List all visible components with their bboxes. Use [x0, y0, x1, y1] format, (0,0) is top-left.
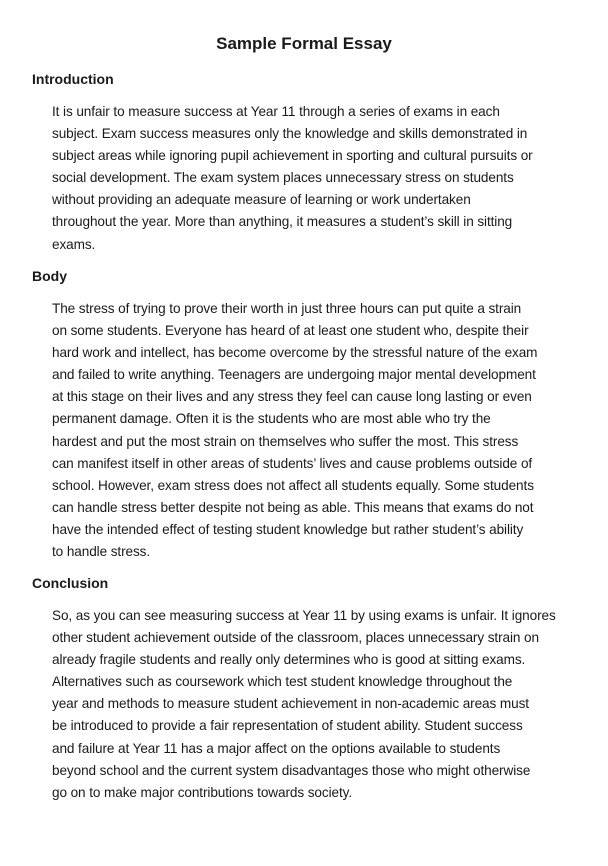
- section-heading-introduction: Introduction: [32, 71, 114, 87]
- paragraph-line: can handle stress better despite not being as able. This means that exams do not: [52, 499, 534, 515]
- paragraph-line: year and methods to measure student achievement in non-academic areas must: [52, 696, 529, 712]
- section-heading-body: Body: [32, 268, 67, 284]
- section-heading-conclusion: Conclusion: [32, 575, 109, 591]
- paragraph-line: be introduced to provide a fair representation of student ability. Student success: [52, 718, 523, 734]
- paragraph-line: go on to make major contributions towards society.: [52, 784, 352, 800]
- paragraph-line: Alternatives such as coursework which test student knowledge throughout the: [52, 674, 513, 690]
- paragraph-line: permanent damage. Often it is the students who are most able who try the: [52, 411, 491, 427]
- introduction-paragraph: [52, 101, 582, 256]
- paragraph-line: throughout the year. More than anything, it measures a student’s skill in sitting: [52, 214, 513, 230]
- paragraph-line: and failure at Year 11 has a major affect on the options available to students: [52, 740, 501, 756]
- paragraph-line: subject areas while ignoring pupil achievement in sporting and cultural pursuits or: [52, 148, 533, 164]
- body-paragraph: [52, 298, 582, 563]
- paragraph-line: It is unfair to measure success at Year 11 through a series of exams in each: [52, 104, 500, 119]
- paragraph-line: can manifest itself in other areas of students’ lives and cause problems outside of: [52, 455, 533, 471]
- paragraph-line: already fragile students and really only determines who is good at sitting exams.: [52, 652, 526, 668]
- paragraph-line: without providing an adequate measure of learning or work undertaken: [52, 192, 471, 208]
- document-title: Sample Formal Essay: [216, 34, 392, 53]
- paragraph-line: So, as you can see measuring success at Year 11 by using exams is unfair. It ignores: [52, 608, 556, 623]
- paragraph-line: exams.: [52, 236, 96, 252]
- paragraph-line: to handle stress.: [52, 544, 151, 560]
- paragraph-line: other student achievement outside of the classroom, places unnecessary strain on: [52, 630, 539, 646]
- paragraph-line: hardest and put the most strain on themselves who suffer the most. This stress: [52, 433, 519, 449]
- paragraph-line: subject. Exam success measures only the knowledge and skills demonstrated in: [52, 126, 528, 142]
- paragraph-line: school. However, exam stress does not affect all students equally. Some students: [52, 477, 534, 493]
- paragraph-line: at this stage on their lives and any stress they feel can cause long lasting or even: [52, 389, 532, 405]
- paragraph-line: beyond school and the current system disadvantages those who might otherwise: [52, 762, 531, 778]
- paragraph-line: have the intended effect of testing student knowledge but rather student’s ability: [52, 521, 524, 537]
- paragraph-line: hard work and intellect, has become overcome by the stressful nature of the exam: [52, 345, 538, 361]
- paragraph-line: on some students. Everyone has heard of at least one student who, despite their: [52, 323, 529, 339]
- paragraph-line: The stress of trying to prove their worth in just three hours can put quite a strain: [52, 301, 522, 316]
- paragraph-line: social development. The exam system places unnecessary stress on students: [52, 170, 514, 186]
- conclusion-paragraph: [52, 605, 582, 804]
- paragraph-line: and failed to write anything. Teenagers are undergoing major mental development: [52, 367, 536, 383]
